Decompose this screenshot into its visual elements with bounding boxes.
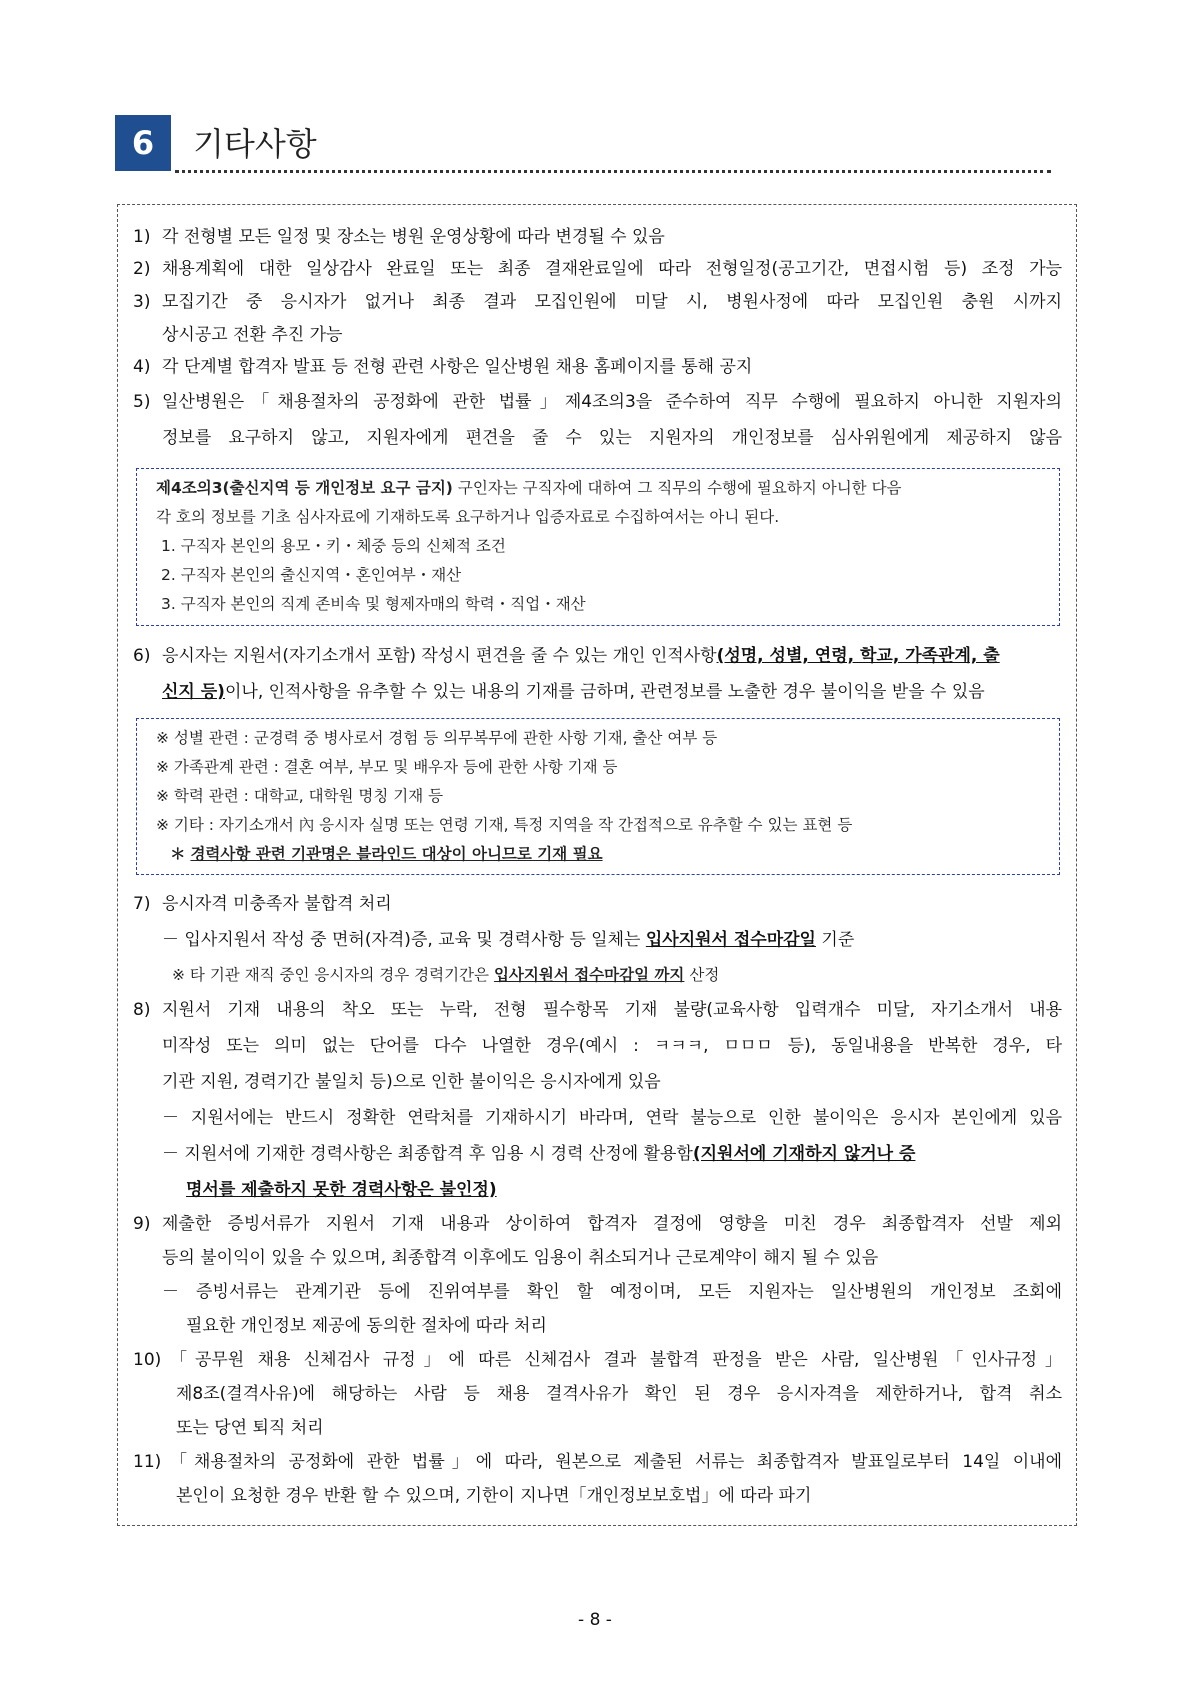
item-8-detail-career-c: 명서를 제출하지 못한 경력사항은 불인정) (186, 1180, 497, 1200)
item-2-text: 채용계획에 대한 일상감사 완료일 또는 최종 결재완료일에 따라 전형일정(공고기간, 면접시험 등) 조정 가능 (162, 259, 1062, 279)
item-4-text: 각 단계별 합격자 발표 등 전형 관련 사항은 일산병원 채용 홈페이지를 통해 공지 (162, 357, 753, 377)
section-title-underline (175, 170, 1051, 173)
item-4-number: 4) (133, 357, 151, 377)
note-family: ※ 가족관계 관련 : 결혼 여부, 부모 및 배우자 등에 관한 사항 기재 등 (156, 758, 618, 776)
item-7-remark-c: 산정 (689, 966, 720, 984)
law-article-intro: 구인자는 구직자에 대하여 그 직무의 수행에 필요하지 아니한 다음 (457, 479, 902, 497)
item-9-text-line1: 제출한 증빙서류가 지원서 기재 내용과 상이하여 합격자 결정에 영향을 미친 경우 최종합격자 선발 제외 (162, 1214, 1062, 1234)
item-7-detail-c: 기준 (821, 930, 855, 950)
note-education: ※ 학력 관련 : 대학교, 대학원 명칭 기재 등 (156, 787, 444, 805)
item-6-text-line1 (162, 645, 1000, 667)
item-8-text-line3: 기관 지원, 경력기간 불일치 등)으로 인한 불이익은 응시자에게 있음 (162, 1072, 661, 1092)
note-other: ※ 기타 : 자기소개서 內 응시자 실명 또는 연령 기재, 특정 지역을 작 간접적으로 유추할 수 있는 표현 등 (156, 816, 853, 834)
item-1-text: 각 전형별 모든 일정 및 장소는 병원 운영상황에 따라 변경될 수 있음 (162, 227, 665, 247)
item-6-text-line2 (162, 681, 985, 703)
item-7-remark (172, 965, 719, 985)
item-2-number: 2) (133, 259, 151, 279)
note-gender: ※ 성별 관련 : 군경력 중 병사로서 경험 등 의무복무에 관한 사항 기재, 출산 여부 등 (156, 729, 718, 747)
item-8-detail-career (162, 1143, 915, 1165)
item-8-detail-career-b: (지원서에 기재하지 않거나 증 (692, 1144, 916, 1164)
item-9-detail-line1: － 증빙서류는 관계기관 등에 진위여부를 확인 할 예정이며, 모든 지원자는 일산병원의 개인정보 조회에 (162, 1282, 1062, 1302)
note-career (170, 844, 603, 864)
item-8-number: 8) (133, 1000, 151, 1020)
law-point-3: 3. 구직자 본인의 직계 존비속 및 형제자매의 학력・직업・재산 (161, 595, 586, 613)
item-10-text-line1: 「공무원 채용 신체검사 규정」에 따른 신체검사 결과 불합격 판정을 받은 사람, 일산병원「인사규정」 (170, 1350, 1062, 1370)
item-5-text-line1: 일산병원은「채용절차의 공정화에 관한 법률」제4조의3을 준수하여 직무 수행에 필요하지 아니한 지원자의 (162, 392, 1062, 412)
item-1-number: 1) (133, 227, 151, 247)
item-8-text-line2: 미작성 또는 의미 없는 단어를 다수 나열한 경우(예시 : ㅋㅋㅋ, ㅁㅁㅁ 등), 동일내용을 반복한 경우, 타 (162, 1036, 1062, 1056)
item-9-detail-line2: 필요한 개인정보 제공에 동의한 절차에 따라 처리 (186, 1316, 547, 1336)
law-point-2: 2. 구직자 본인의 출신지역・혼인여부・재산 (161, 566, 462, 584)
item-10-number: 10) (133, 1350, 162, 1370)
item-7-remark-a: ※ 타 기관 재직 중인 응시자의 경우 경력기간은 (172, 966, 489, 984)
item-9-number: 9) (133, 1214, 151, 1234)
section-number-badge: 6 (115, 115, 171, 171)
item-8-detail-career-a: － 지원서에 기재한 경력사항은 최종합격 후 임용 시 경력 산정에 활용함 (162, 1144, 693, 1164)
item-7-remark-deadline: 입사지원서 접수마감일 까지 (493, 966, 685, 984)
item-7-deadline: 입사지원서 접수마감일 (645, 930, 816, 950)
item-6-origin-label: 신지 등) (162, 682, 225, 702)
item-11-text-line2: 본인이 요청한 경우 반환 할 수 있으며, 기한이 지나면「개인정보보호법」에 따라 파기 (176, 1486, 812, 1506)
item-9-text-line2: 등의 불이익이 있을 수 있으며, 최종합격 이후에도 임용이 취소되거나 근로계약이 해지 될 수 있음 (162, 1248, 879, 1268)
item-8-detail-career-line2 (186, 1179, 497, 1201)
item-11-text-line1: 「채용절차의 공정화에 관한 법률」에 따라, 원본으로 제출된 서류는 최종합격자 발표일로부터 14일 이내에 (170, 1452, 1062, 1472)
item-7-detail (162, 929, 854, 951)
section-header (115, 115, 1050, 173)
section-title: 기타사항 (193, 125, 317, 163)
note-career-text: 경력사항 관련 기관명은 블라인드 대상이 아니므로 기재 필요 (190, 845, 603, 863)
page-number: - 8 - (578, 1610, 612, 1630)
item-5-text-line2: 정보를 요구하지 않고, 지원자에게 편견을 줄 수 있는 지원자의 개인정보를 심사위원에게 제공하지 않음 (162, 428, 1062, 448)
item-6-number: 6) (133, 646, 151, 666)
item-10-text-line3: 또는 당연 퇴직 처리 (176, 1418, 324, 1438)
item-3-text-line1: 모집기간 중 응시자가 없거나 최종 결과 모집인원에 미달 시, 병원사정에 따라 모집인원 충원 시까지 (162, 292, 1062, 312)
item-3-text-line2: 상시공고 전환 추진 가능 (162, 325, 343, 345)
item-6-text-line2-b: 이나, 인적사항을 유추할 수 있는 내용의 기재를 금하며, 관련정보를 노출한 경우 불이익을 받을 수 있음 (224, 682, 985, 702)
law-article-title: 제4조의3(출신지역 등 개인정보 요구 금지) (156, 479, 453, 497)
law-excerpt-line1 (156, 478, 902, 498)
law-point-1: 1. 구직자 본인의 용모・키・체중 등의 신체적 조건 (161, 537, 506, 555)
law-excerpt-line2: 각 호의 정보를 기초 심사자료에 기재하도록 요구하거나 입증자료로 수집하여서는 아니 된다. (156, 508, 780, 526)
item-11-number: 11) (133, 1452, 162, 1472)
item-8-text-line1: 지원서 기재 내용의 착오 또는 누락, 전형 필수항목 기재 불량(교육사항 입력개수 미달, 자기소개서 내용 (162, 1000, 1062, 1020)
item-8-detail-contact: － 지원서에는 반드시 정확한 연락처를 기재하시기 바라며, 연락 불능으로 인한 불이익은 응시자 본인에게 있음 (162, 1108, 1062, 1128)
item-6-text-line1-a: 응시자는 지원서(자기소개서 포함) 작성시 편견을 줄 수 있는 개인 인적사항 (162, 646, 717, 666)
item-3-number: 3) (133, 292, 151, 312)
item-10-text-line2: 제8조(결격사유)에 해당하는 사람 등 채용 결격사유가 확인 된 경우 응시자격을 제한하거나, 합격 취소 (176, 1384, 1062, 1404)
item-5-number: 5) (133, 392, 151, 412)
item-6-personal-info-list: (성명, 성별, 연령, 학교, 가족관계, 출 (716, 646, 1000, 666)
item-7-number: 7) (133, 894, 151, 914)
item-7-text: 응시자격 미충족자 불합격 처리 (162, 894, 392, 914)
note-career-mark: ＊ (170, 845, 186, 863)
item-7-detail-a: － 입사지원서 작성 중 면허(자격)증, 교육 및 경력사항 등 일체는 (162, 930, 641, 950)
